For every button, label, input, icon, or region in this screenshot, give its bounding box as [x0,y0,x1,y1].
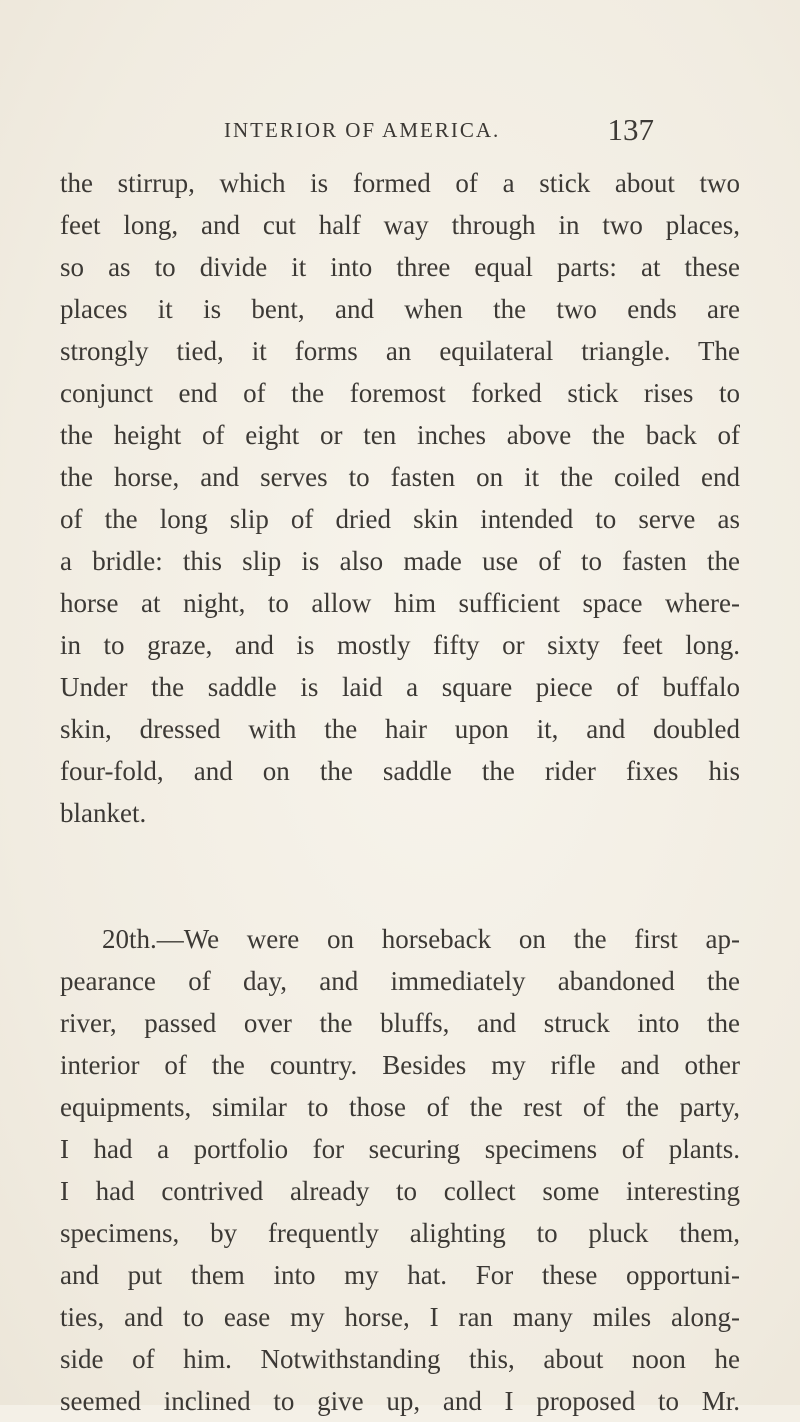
text-line: pearance of day, and immediately abandoned the [60,966,740,996]
text-line: horse at night, to allow him sufficient space where- [60,588,740,618]
paragraph-1 [60,162,740,834]
text-line: I had contrived already to collect some interesting [60,1176,740,1206]
text-line: ties, and to ease my horse, I ran many miles along- [60,1302,740,1332]
text-line: of the long slip of dried skin intended to serve as [60,504,740,534]
text-line: side of him. Notwithstanding this, about noon he [60,1344,740,1374]
text-line: seemed inclined to give up, and I proposed to Mr. [60,1386,740,1416]
text-line: the height of eight or ten inches above the back of [60,420,740,450]
text-line: strongly tied, it forms an equilateral triangle. The [60,336,740,366]
text-line: Under the saddle is laid a square piece of buffalo [60,672,740,702]
text-line: and put them into my hat. For these opportuni- [60,1260,740,1290]
text-line: a bridle: this slip is also made use of to fasten the [60,546,740,576]
text-line: the stirrup, which is formed of a stick about two [60,168,740,198]
text-line: places it is bent, and when the two ends are [60,294,740,324]
text-line: interior of the country. Besides my rifle and other [60,1050,740,1080]
text-line: skin, dressed with the hair upon it, and doubled [60,714,740,744]
text-line: feet long, and cut half way through in two places, [60,210,740,240]
text-line: river, passed over the bluffs, and struck into the [60,1008,740,1038]
text-line: the horse, and serves to fasten on it the coiled end [60,462,740,492]
paragraph-2 [60,918,740,1422]
text-line: so as to divide it into three equal parts: at these [60,252,740,282]
text-line: conjunct end of the foremost forked stick rises to [60,378,740,408]
text-line: equipments, similar to those of the rest of the party, [60,1092,740,1122]
page-header [0,112,800,152]
running-head: INTERIOR OF AMERICA. [224,118,501,142]
text-line: 20th.—We were on horseback on the first ap- [102,924,740,954]
text-line: blanket. [60,798,147,828]
text-line: I had a portfolio for securing specimens of plants. [60,1134,740,1164]
text-line: specimens, by frequently alighting to pluck them, [60,1218,740,1248]
paragraph-gap [60,834,740,918]
page-number: 137 [607,112,654,147]
body-text [60,162,740,1422]
text-line: four-fold, and on the saddle the rider fixes his [60,756,740,786]
text-line: in to graze, and is mostly fifty or sixty feet long. [60,630,740,660]
